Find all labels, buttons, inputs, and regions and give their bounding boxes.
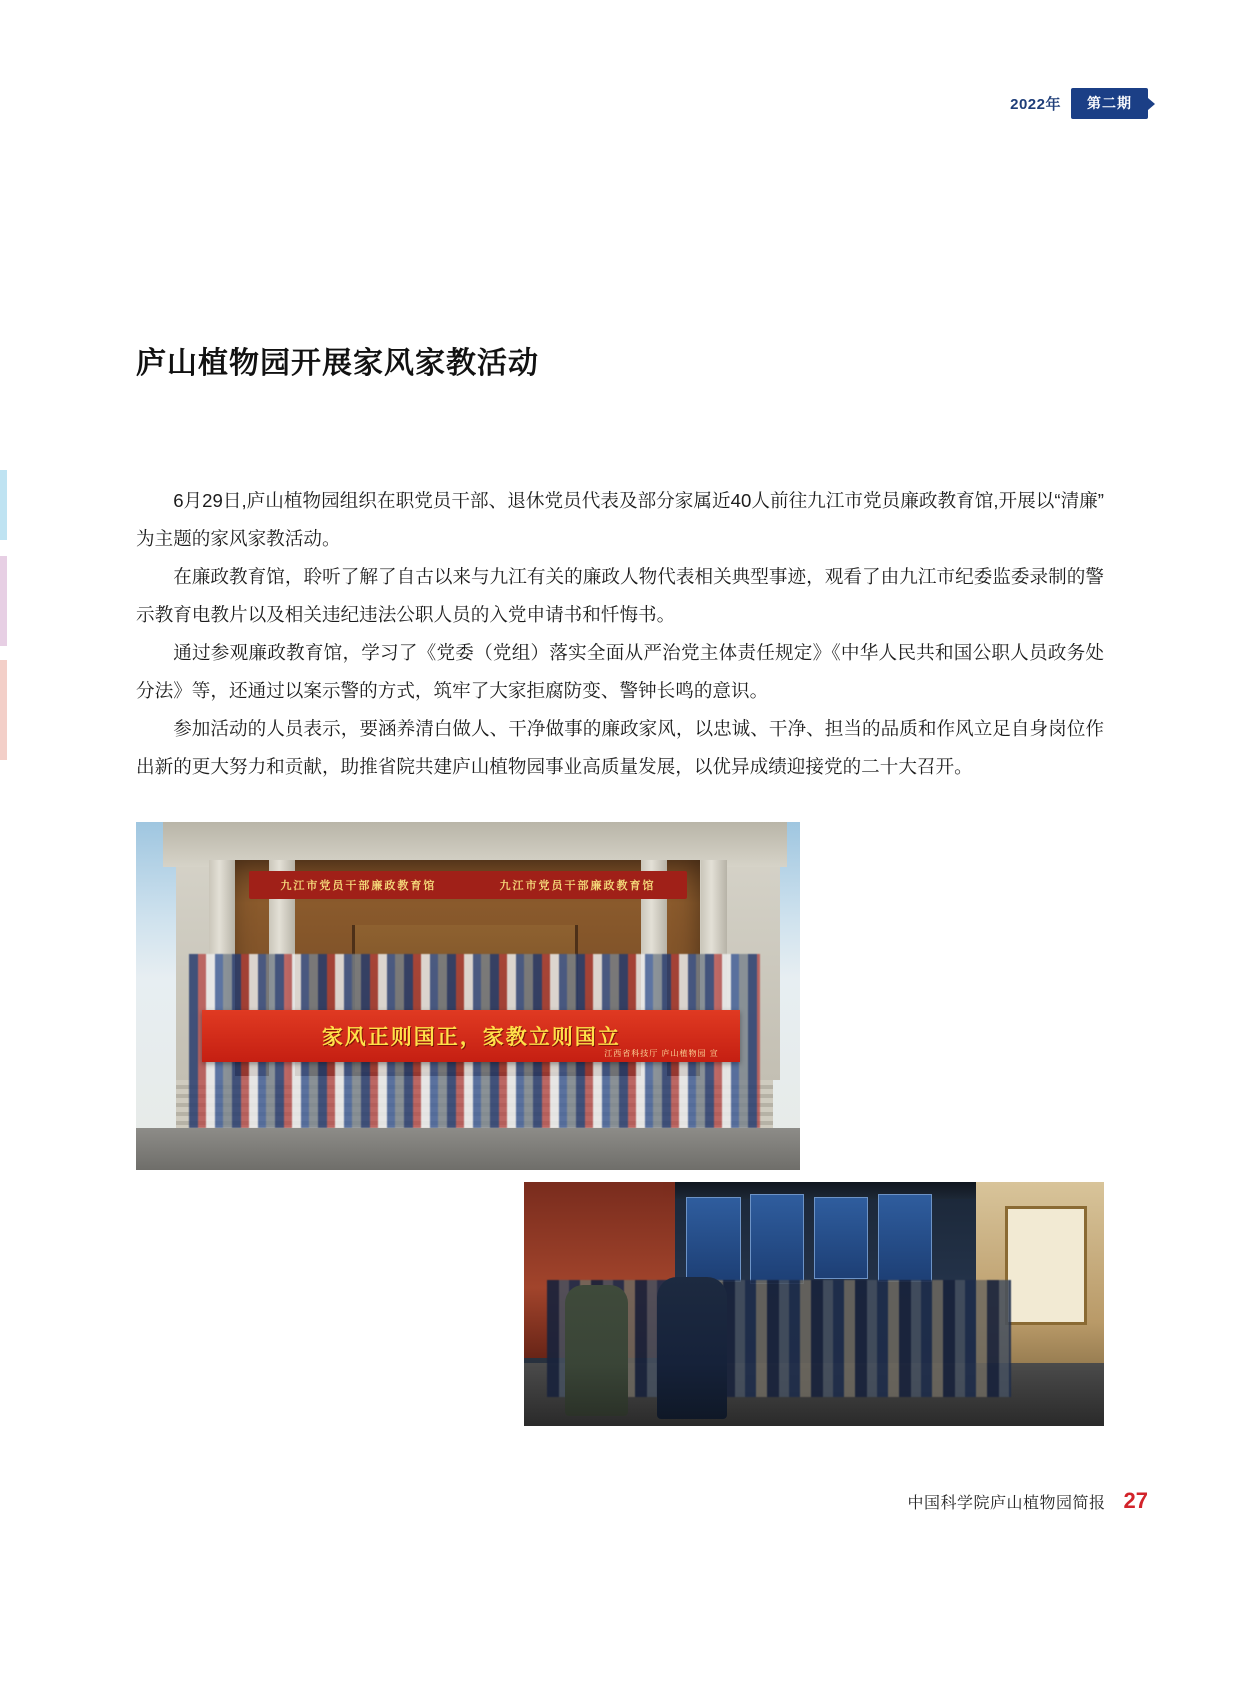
hall-display-panel [750,1194,804,1284]
color-bleed-mark-3 [0,660,7,760]
article-title: 庐山植物园开展家风家教活动 [136,347,539,381]
hall-display-panel [686,1197,740,1282]
hall-visitor-foreground [565,1285,629,1417]
header-year: 2022年 [1010,96,1061,113]
group-photo [136,822,800,1170]
page-header [1010,88,1148,119]
article-paragraph: 通过参观廉政教育馆，学习了《党委（党组）落实全面从严治党主体责任规定》《中华人民共和国公职人员政务处分法》等，还通过以案示警的方式，筑牢了大家拒腐防变、警钟长鸣的意识。 [136,642,1104,701]
header-issue-badge: 第二期 [1071,88,1148,119]
color-bleed-mark-1 [0,470,7,540]
color-bleed-mark-2 [0,556,7,646]
photo-ground [136,1128,800,1170]
page-number: 27 [1123,1488,1148,1513]
photo-banner [202,1010,740,1062]
hall-visitor-foreground [657,1277,727,1419]
article-paragraph: 在廉政教育馆，聆听了解了自古以来与九江有关的廉政人物代表相关典型事迹，观看了由九江市纪委监委录制的警示教育电教片以及相关违纪违法公职人员的入党申请书和忏悔书。 [136,566,1104,625]
article-body [136,482,1104,786]
venue-sign-left: 九江市党员干部廉政教育馆 [280,879,437,892]
venue-sign-right: 九江市党员干部廉政教育馆 [499,879,656,892]
article-paragraph: 参加活动的人员表示，要涵养清白做人、干净做事的廉政家风，以忠诚、干净、担当的品质和作风立足自身岗位作出新的更大努力和贡献，助推省院共建庐山植物园事业高质量发展，以优异成绩迎接党的二十大召开。 [136,718,1104,777]
banner-slogan: 家风正则国正，家教立则国立 [321,1026,621,1049]
publication-name: 中国科学院庐山植物园简报 [907,1495,1106,1512]
article-paragraph: 6月29日,庐山植物园组织在职党员干部、退休党员代表及部分家属近40人前往九江市党员廉政教育馆,开展以“清廉”为主题的家风家教活动。 [136,490,1104,549]
hall-display-panel [878,1194,932,1281]
hall-framed-exhibit [1005,1206,1086,1324]
exhibition-hall-photo [524,1182,1104,1426]
photo-venue-sign [249,871,687,899]
banner-organizers: 江西省科技厅 庐山植物园 宣 [604,1049,719,1059]
hall-display-panel [814,1197,868,1280]
page-footer [908,1488,1149,1514]
